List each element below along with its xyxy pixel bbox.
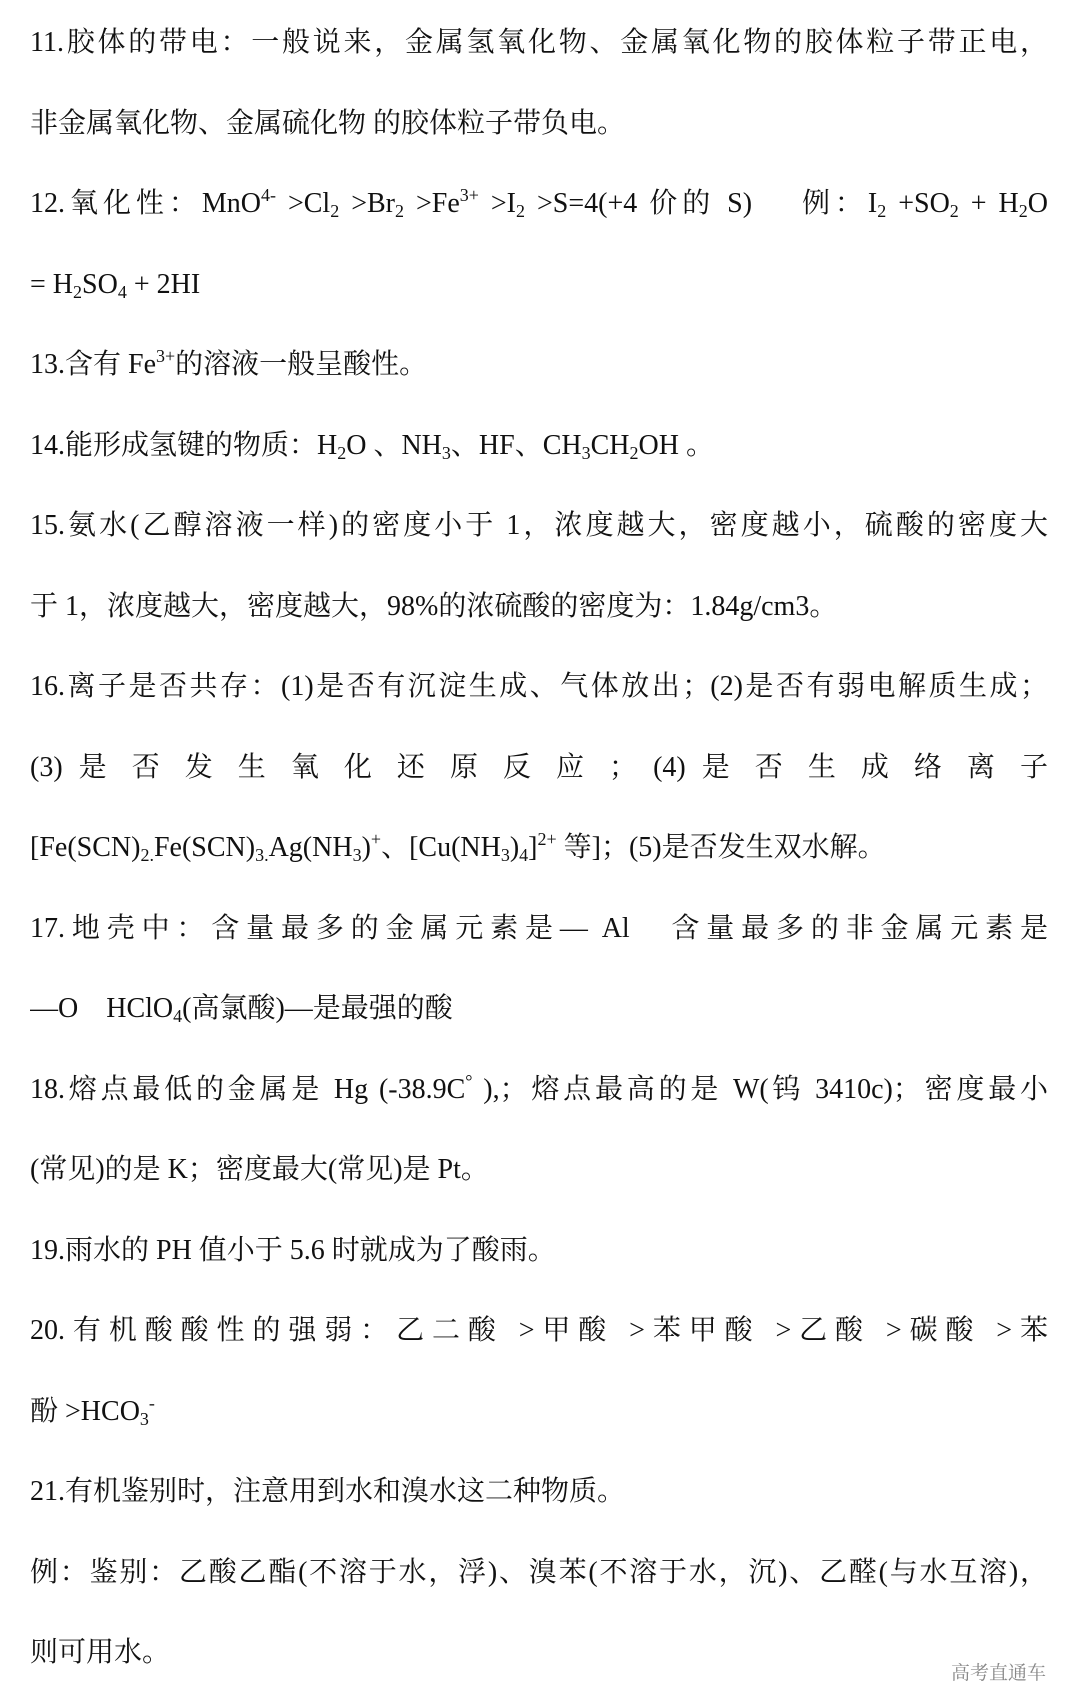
text-line bbox=[30, 84, 1048, 165]
text-segment: 14.能形成氢键的物质：H bbox=[30, 429, 338, 461]
superscript: 2+ bbox=[537, 829, 557, 849]
text-segment: Ag(NH bbox=[268, 832, 353, 863]
subscript: 3 bbox=[581, 442, 591, 463]
text-segment: 16.离子是否共存：(1)是否有沉淀生成、气体放出；(2)是否有弱电解质生成； bbox=[30, 671, 1048, 702]
text-line bbox=[30, 567, 1048, 648]
text-segment: —O HClO bbox=[30, 993, 174, 1024]
subscript: 2 bbox=[949, 201, 959, 221]
text-segment: O 、NH bbox=[346, 429, 442, 461]
text-segment: +SO bbox=[886, 188, 950, 219]
subscript: 2 bbox=[629, 442, 639, 463]
text-segment: 18.熔点最低的金属是 Hg (-38.9C bbox=[30, 1073, 466, 1105]
superscript: + bbox=[370, 829, 382, 849]
text-line bbox=[30, 1613, 1048, 1694]
superscript: - bbox=[148, 1392, 155, 1413]
text-line bbox=[30, 969, 1048, 1050]
subscript: 2 bbox=[877, 201, 887, 221]
text-line bbox=[30, 1050, 1048, 1131]
text-segment: 17.地壳中：含量最多的金属元素是— Al 含量最多的非金属元素是 bbox=[30, 912, 1048, 944]
text-line bbox=[30, 3, 1048, 84]
text-line bbox=[30, 647, 1048, 728]
text-segment: 于 1，浓度越大，密度越大，98%的浓硫酸的密度为：1.84g/cm3。 bbox=[30, 590, 838, 622]
text-segment: (常见)的是 K；密度最大(常见)是 Pt。 bbox=[30, 1154, 489, 1185]
text-segment: SO bbox=[82, 268, 118, 300]
text-segment: (高氯酸)—是最强的酸 bbox=[182, 993, 453, 1024]
subscript: 2 bbox=[1018, 201, 1028, 221]
text-segment: = H bbox=[30, 268, 74, 300]
subscript: 2 bbox=[394, 201, 404, 221]
subscript: 3 bbox=[352, 845, 362, 865]
subscript: 3. bbox=[255, 845, 269, 865]
text-segment: 则可用水。 bbox=[30, 1637, 171, 1668]
text-line bbox=[30, 1452, 1048, 1533]
text-segment: 非金属氧化物、金属硫化物 的胶体粒子带负电。 bbox=[30, 107, 626, 139]
text-segment: Fe(SCN) bbox=[153, 832, 256, 863]
text-segment: 12.氧化性：MnO bbox=[30, 188, 261, 219]
text-segment: 等]；(5)是否发生双水解。 bbox=[556, 832, 886, 863]
text-segment: ] bbox=[528, 832, 538, 863]
text-line bbox=[30, 164, 1048, 245]
text-line bbox=[30, 486, 1048, 567]
text-segment: + 2HI bbox=[126, 268, 201, 300]
text-segment: 、[Cu(NH bbox=[381, 832, 501, 863]
text-segment: 、HF、CH bbox=[450, 429, 582, 461]
text-segment: 20.有机酸酸性的强弱：乙二酸 >甲酸 >苯甲酸 >乙酸 >碳酸 >苯 bbox=[30, 1315, 1048, 1346]
text-segment: O bbox=[1027, 188, 1048, 219]
text-segment: ) bbox=[361, 832, 371, 863]
subscript: 2. bbox=[140, 845, 154, 865]
text-segment: 21.有机鉴别时，注意用到水和溴水这二种物质。 bbox=[30, 1476, 626, 1507]
document-body bbox=[30, 3, 1048, 1694]
text-segment: ) bbox=[509, 832, 520, 863]
text-segment: 19.雨水的 PH 值小于 5.6 时就成为了酸雨。 bbox=[30, 1234, 556, 1266]
subscript: 3 bbox=[500, 845, 510, 865]
text-segment: >Fe bbox=[403, 188, 460, 219]
superscript: ° bbox=[465, 1070, 473, 1091]
superscript: 3+ bbox=[459, 185, 479, 205]
text-segment: ),；熔点最高的是 W(钨 3410c)；密度最小 bbox=[472, 1073, 1048, 1105]
subscript: 2 bbox=[337, 442, 347, 463]
text-line bbox=[30, 808, 1048, 889]
text-segment: 11.胶体的带电：一般说来，金属氢氧化物、金属氧化物的胶体粒子带正电， bbox=[30, 27, 1048, 58]
text-segment: 酚 >HCO bbox=[30, 1395, 140, 1427]
text-line bbox=[30, 1291, 1048, 1372]
text-segment: >I bbox=[478, 188, 516, 219]
text-line bbox=[30, 889, 1048, 970]
subscript: 2 bbox=[330, 201, 340, 221]
subscript: 3 bbox=[139, 1408, 149, 1429]
text-line bbox=[30, 1372, 1048, 1453]
text-segment: 15.氨水(乙醇溶液一样)的密度小于 1，浓度越大，密度越小，硫酸的密度大 bbox=[30, 510, 1048, 541]
text-segment: CH bbox=[590, 429, 630, 461]
subscript: 2 bbox=[516, 201, 525, 221]
subscript: 4 bbox=[519, 845, 529, 865]
subscript: 2 bbox=[73, 281, 83, 302]
subscript: 4 bbox=[173, 1006, 183, 1026]
text-line bbox=[30, 1130, 1048, 1211]
subscript: 3 bbox=[441, 442, 451, 463]
text-line bbox=[30, 1211, 1048, 1292]
text-line bbox=[30, 728, 1048, 809]
text-segment: 13.含有 Fe bbox=[30, 349, 157, 380]
text-line bbox=[30, 1533, 1048, 1614]
text-segment: [Fe(SCN) bbox=[30, 832, 141, 863]
text-line bbox=[30, 245, 1048, 326]
text-segment: OH 。 bbox=[638, 429, 714, 461]
superscript: 3+ bbox=[156, 346, 176, 366]
superscript: 4- bbox=[260, 185, 276, 205]
text-segment: 例：鉴别：乙酸乙酯(不溶于水，浮)、溴苯(不溶于水，沉)、乙醛(与水互溶)， bbox=[30, 1556, 1048, 1588]
text-segment: + H bbox=[958, 188, 1019, 219]
text-segment: >Cl bbox=[275, 188, 331, 219]
text-segment: >S=4(+4 价的 S) 例：I bbox=[525, 188, 878, 219]
text-segment: >Br bbox=[339, 188, 395, 219]
text-segment: (3) 是 否 发 生 氧 化 还 原 反 应 ； (4) 是 否 生 成 络 离 子 bbox=[30, 751, 1048, 783]
subscript: 4 bbox=[117, 281, 127, 302]
text-segment: 的溶液一般呈酸性。 bbox=[175, 349, 428, 380]
watermark: 高考直通车 bbox=[950, 1662, 1046, 1684]
text-line bbox=[30, 325, 1048, 406]
text-line bbox=[30, 406, 1048, 487]
